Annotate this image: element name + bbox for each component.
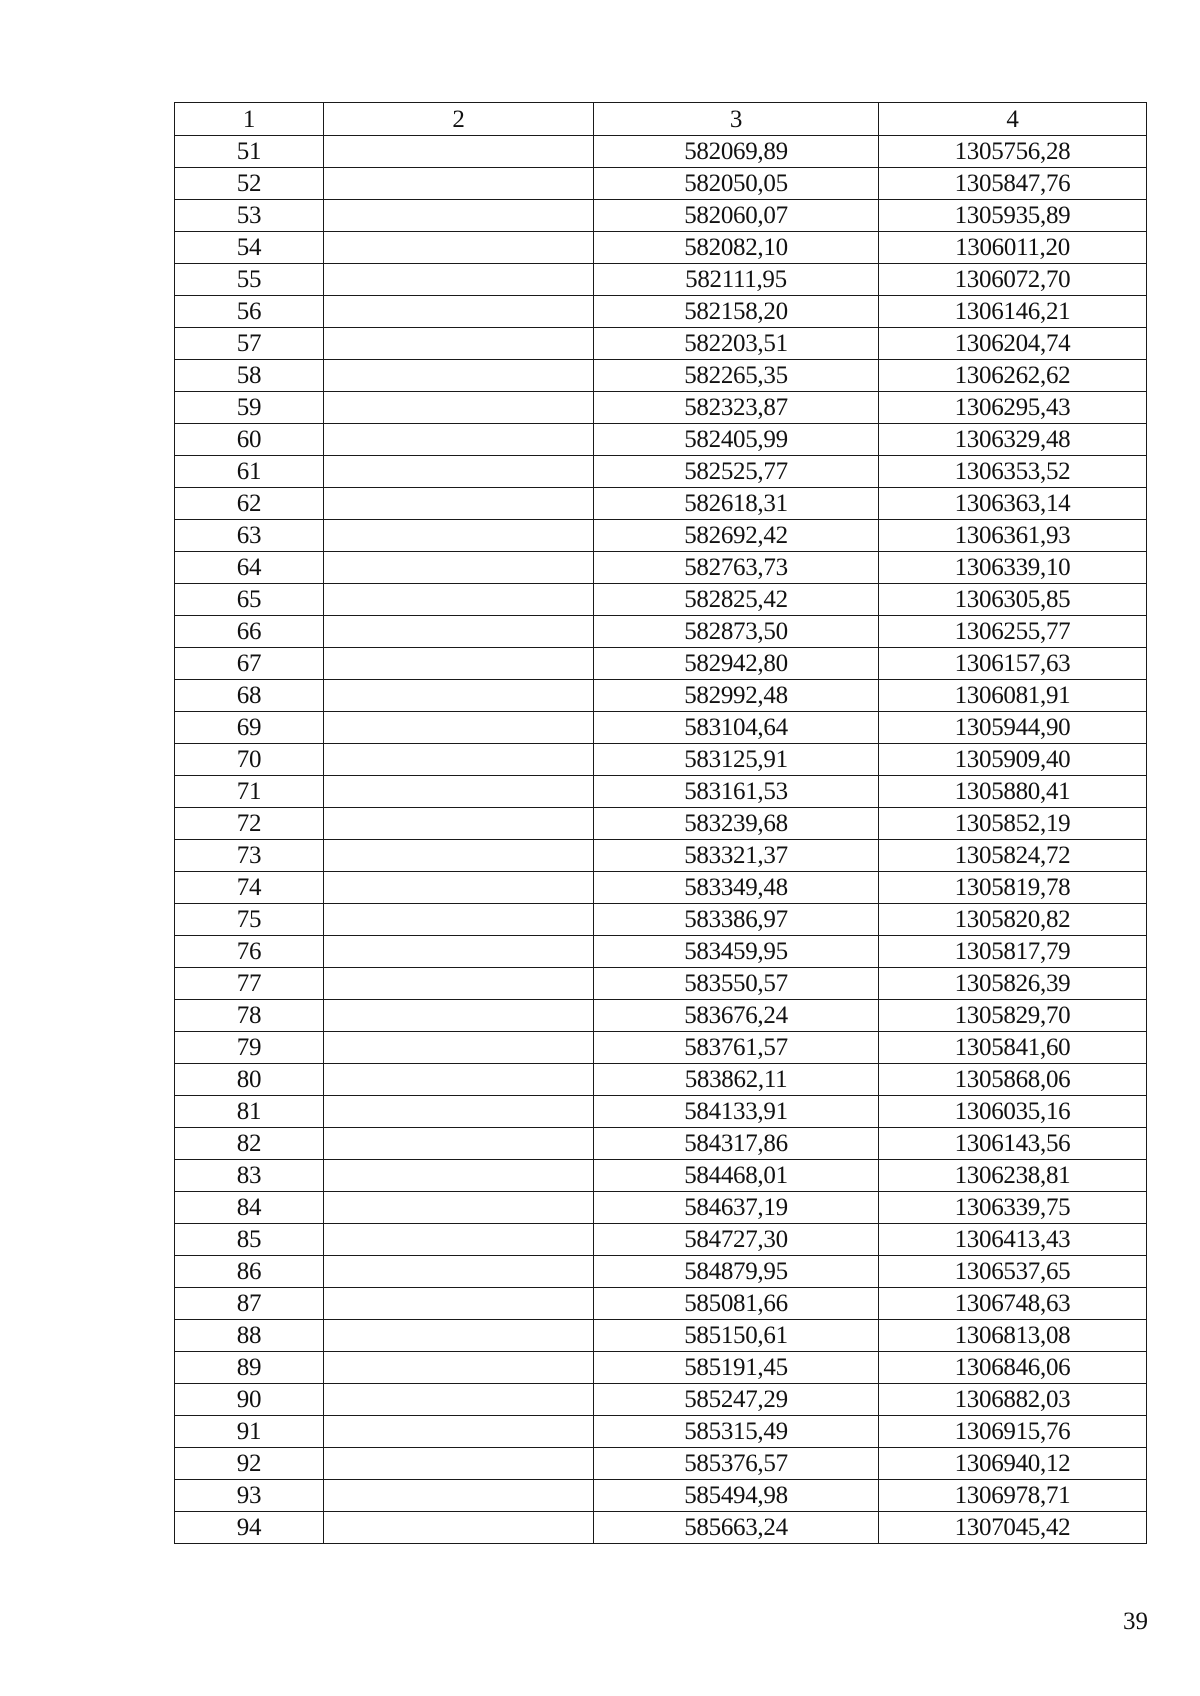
table-row (175, 1512, 1147, 1544)
table-cell-col-4: 1306915,76 (879, 1416, 1147, 1448)
table-cell-col-2 (324, 1352, 594, 1384)
table-cell-col-3: 585247,29 (594, 1384, 879, 1416)
table-cell-col-3: 583761,57 (594, 1032, 879, 1064)
table-cell-col-1: 84 (175, 1192, 324, 1224)
table-cell-col-2 (324, 488, 594, 520)
table-cell-col-2 (324, 1064, 594, 1096)
table-cell-col-2 (324, 520, 594, 552)
table-cell-col-1: 70 (175, 744, 324, 776)
table-cell-col-1: 62 (175, 488, 324, 520)
table-cell-col-1: 58 (175, 360, 324, 392)
table-row (175, 296, 1147, 328)
table-cell-col-4: 1306255,77 (879, 616, 1147, 648)
table-cell-col-2 (324, 872, 594, 904)
table-row (175, 360, 1147, 392)
table-cell-col-4: 1306204,74 (879, 328, 1147, 360)
table-row (175, 1352, 1147, 1384)
table-cell-col-3: 585315,49 (594, 1416, 879, 1448)
table-row (175, 1128, 1147, 1160)
table-row (175, 1192, 1147, 1224)
table-row (175, 616, 1147, 648)
table-row (175, 1480, 1147, 1512)
table-row (175, 1160, 1147, 1192)
table-cell-col-1: 69 (175, 712, 324, 744)
table-row (175, 872, 1147, 904)
table-cell-col-4: 1306081,91 (879, 680, 1147, 712)
page-number: 39 (1123, 1608, 1148, 1635)
table-cell-col-2 (324, 1480, 594, 1512)
table-cell-col-1: 85 (175, 1224, 324, 1256)
table-cell-col-1: 90 (175, 1384, 324, 1416)
table-cell-col-2 (324, 1320, 594, 1352)
table-row (175, 552, 1147, 584)
table-cell-col-3: 584317,86 (594, 1128, 879, 1160)
table-cell-col-3: 583459,95 (594, 936, 879, 968)
table-row (175, 968, 1147, 1000)
table-cell-col-4: 1306146,21 (879, 296, 1147, 328)
table-cell-col-1: 61 (175, 456, 324, 488)
table-row (175, 392, 1147, 424)
table-cell-col-3: 583104,64 (594, 712, 879, 744)
table-cell-col-1: 59 (175, 392, 324, 424)
table-cell-col-2 (324, 776, 594, 808)
table-cell-col-4: 1305841,60 (879, 1032, 1147, 1064)
table-cell-col-2 (324, 1288, 594, 1320)
table-cell-col-2 (324, 1032, 594, 1064)
table-row (175, 712, 1147, 744)
table-cell-col-1: 80 (175, 1064, 324, 1096)
table-cell-col-2 (324, 1000, 594, 1032)
table-row (175, 1224, 1147, 1256)
table-cell-col-2 (324, 392, 594, 424)
table-row (175, 1064, 1147, 1096)
table-cell-col-4: 1306846,06 (879, 1352, 1147, 1384)
table-cell-col-3: 583321,37 (594, 840, 879, 872)
table-cell-col-4: 1306035,16 (879, 1096, 1147, 1128)
table-cell-col-4: 1306143,56 (879, 1128, 1147, 1160)
table-body (175, 136, 1147, 1544)
table-row (175, 136, 1147, 168)
table-cell-col-3: 583239,68 (594, 808, 879, 840)
table-cell-col-1: 83 (175, 1160, 324, 1192)
table-cell-col-4: 1305847,76 (879, 168, 1147, 200)
table-cell-col-1: 53 (175, 200, 324, 232)
table-row (175, 776, 1147, 808)
table-cell-col-3: 583349,48 (594, 872, 879, 904)
table-cell-col-4: 1305909,40 (879, 744, 1147, 776)
table-cell-col-3: 585494,98 (594, 1480, 879, 1512)
header-row (175, 103, 1147, 136)
table-cell-col-4: 1306305,85 (879, 584, 1147, 616)
table-cell-col-1: 92 (175, 1448, 324, 1480)
table-row (175, 488, 1147, 520)
table-cell-col-4: 1306339,10 (879, 552, 1147, 584)
table-cell-col-2 (324, 584, 594, 616)
table-cell-col-3: 583862,11 (594, 1064, 879, 1096)
table-cell-col-2 (324, 648, 594, 680)
table-row (175, 328, 1147, 360)
table-cell-col-2 (324, 264, 594, 296)
table-cell-col-2 (324, 136, 594, 168)
table-row (175, 904, 1147, 936)
table-cell-col-2 (324, 168, 594, 200)
table-cell-col-2 (324, 968, 594, 1000)
table-row (175, 840, 1147, 872)
table-cell-col-3: 585663,24 (594, 1512, 879, 1544)
table-cell-col-3: 582265,35 (594, 360, 879, 392)
table-cell-col-3: 583676,24 (594, 1000, 879, 1032)
table-cell-col-4: 1306329,48 (879, 424, 1147, 456)
table-cell-col-4: 1305824,72 (879, 840, 1147, 872)
table-cell-col-4: 1305880,41 (879, 776, 1147, 808)
table-cell-col-2 (324, 296, 594, 328)
table-row (175, 1256, 1147, 1288)
table-cell-col-1: 56 (175, 296, 324, 328)
header-col-3: 3 (594, 103, 879, 136)
table-cell-col-3: 582060,07 (594, 200, 879, 232)
table-cell-col-2 (324, 680, 594, 712)
table-cell-col-1: 91 (175, 1416, 324, 1448)
table-cell-col-3: 584637,19 (594, 1192, 879, 1224)
table-cell-col-1: 51 (175, 136, 324, 168)
coordinates-table (174, 102, 1147, 1544)
table-cell-col-4: 1306363,14 (879, 488, 1147, 520)
table-cell-col-1: 76 (175, 936, 324, 968)
table-cell-col-1: 81 (175, 1096, 324, 1128)
table-cell-col-4: 1306361,93 (879, 520, 1147, 552)
table-cell-col-3: 582992,48 (594, 680, 879, 712)
table-cell-col-3: 582323,87 (594, 392, 879, 424)
table-cell-col-3: 582111,95 (594, 264, 879, 296)
table-row (175, 456, 1147, 488)
table-cell-col-1: 54 (175, 232, 324, 264)
table-cell-col-2 (324, 1448, 594, 1480)
header-col-4: 4 (879, 103, 1147, 136)
table-cell-col-4: 1306537,65 (879, 1256, 1147, 1288)
table-cell-col-3: 582203,51 (594, 328, 879, 360)
table-cell-col-4: 1306262,62 (879, 360, 1147, 392)
table-cell-col-1: 73 (175, 840, 324, 872)
table-cell-col-2 (324, 840, 594, 872)
table-cell-col-1: 94 (175, 1512, 324, 1544)
table-cell-col-2 (324, 712, 594, 744)
table-cell-col-4: 1306978,71 (879, 1480, 1147, 1512)
table-cell-col-2 (324, 1384, 594, 1416)
table-cell-col-2 (324, 1128, 594, 1160)
table-cell-col-2 (324, 1224, 594, 1256)
header-col-1: 1 (175, 103, 324, 136)
table-cell-col-4: 1305944,90 (879, 712, 1147, 744)
table-row (175, 424, 1147, 456)
table-row (175, 264, 1147, 296)
table-cell-col-1: 65 (175, 584, 324, 616)
table-cell-col-2 (324, 456, 594, 488)
table-cell-col-1: 60 (175, 424, 324, 456)
table-cell-col-1: 71 (175, 776, 324, 808)
table-cell-col-4: 1305820,82 (879, 904, 1147, 936)
table-cell-col-2 (324, 1416, 594, 1448)
table-cell-col-4: 1305868,06 (879, 1064, 1147, 1096)
table-cell-col-3: 585150,61 (594, 1320, 879, 1352)
table-cell-col-1: 86 (175, 1256, 324, 1288)
table-cell-col-4: 1306413,43 (879, 1224, 1147, 1256)
table-row (175, 808, 1147, 840)
table-cell-col-1: 82 (175, 1128, 324, 1160)
table-cell-col-3: 584133,91 (594, 1096, 879, 1128)
table-cell-col-4: 1306072,70 (879, 264, 1147, 296)
table-row (175, 520, 1147, 552)
table-cell-col-2 (324, 744, 594, 776)
table-cell-col-1: 78 (175, 1000, 324, 1032)
table-cell-col-2 (324, 360, 594, 392)
table-cell-col-3: 582825,42 (594, 584, 879, 616)
table-row (175, 1448, 1147, 1480)
table-cell-col-1: 66 (175, 616, 324, 648)
table-cell-col-2 (324, 936, 594, 968)
table-cell-col-2 (324, 424, 594, 456)
table-cell-col-1: 72 (175, 808, 324, 840)
table-row (175, 1384, 1147, 1416)
table-row (175, 1000, 1147, 1032)
table-cell-col-3: 583161,53 (594, 776, 879, 808)
table-row (175, 1096, 1147, 1128)
table-row (175, 232, 1147, 264)
table-cell-col-1: 87 (175, 1288, 324, 1320)
table-cell-col-2 (324, 1512, 594, 1544)
table-cell-col-2 (324, 552, 594, 584)
table-cell-col-2 (324, 1160, 594, 1192)
table-cell-col-4: 1307045,42 (879, 1512, 1147, 1544)
table-cell-col-1: 79 (175, 1032, 324, 1064)
table-cell-col-3: 582692,42 (594, 520, 879, 552)
table-cell-col-3: 584468,01 (594, 1160, 879, 1192)
table-header (175, 103, 1147, 136)
table-cell-col-1: 55 (175, 264, 324, 296)
table-cell-col-1: 89 (175, 1352, 324, 1384)
table-cell-col-4: 1306339,75 (879, 1192, 1147, 1224)
table-cell-col-2 (324, 200, 594, 232)
table-cell-col-1: 57 (175, 328, 324, 360)
table-cell-col-1: 67 (175, 648, 324, 680)
table-cell-col-2 (324, 904, 594, 936)
table-row (175, 680, 1147, 712)
table-cell-col-3: 584879,95 (594, 1256, 879, 1288)
table-cell-col-3: 582158,20 (594, 296, 879, 328)
table-row (175, 200, 1147, 232)
table-cell-col-4: 1306011,20 (879, 232, 1147, 264)
table-cell-col-2 (324, 616, 594, 648)
header-col-2: 2 (324, 103, 594, 136)
table-cell-col-2 (324, 1096, 594, 1128)
table-cell-col-1: 52 (175, 168, 324, 200)
table-cell-col-2 (324, 328, 594, 360)
table-cell-col-4: 1306940,12 (879, 1448, 1147, 1480)
table-cell-col-1: 75 (175, 904, 324, 936)
table-row (175, 648, 1147, 680)
table-cell-col-4: 1306353,52 (879, 456, 1147, 488)
table-cell-col-4: 1306157,63 (879, 648, 1147, 680)
table-cell-col-3: 582069,89 (594, 136, 879, 168)
table-cell-col-2 (324, 232, 594, 264)
table-cell-col-3: 582763,73 (594, 552, 879, 584)
table-row (175, 744, 1147, 776)
table-cell-col-3: 582942,80 (594, 648, 879, 680)
table-row (175, 1416, 1147, 1448)
table-cell-col-1: 63 (175, 520, 324, 552)
table-cell-col-4: 1306238,81 (879, 1160, 1147, 1192)
table-cell-col-4: 1305756,28 (879, 136, 1147, 168)
table-cell-col-1: 68 (175, 680, 324, 712)
table-cell-col-3: 583550,57 (594, 968, 879, 1000)
table-cell-col-3: 585081,66 (594, 1288, 879, 1320)
table-cell-col-2 (324, 1192, 594, 1224)
table-cell-col-3: 582050,05 (594, 168, 879, 200)
table-cell-col-1: 88 (175, 1320, 324, 1352)
table-cell-col-4: 1306295,43 (879, 392, 1147, 424)
table-cell-col-4: 1305829,70 (879, 1000, 1147, 1032)
table-row (175, 936, 1147, 968)
table-cell-col-3: 582082,10 (594, 232, 879, 264)
table-row (175, 1288, 1147, 1320)
table-cell-col-1: 77 (175, 968, 324, 1000)
table-cell-col-4: 1305819,78 (879, 872, 1147, 904)
table-row (175, 584, 1147, 616)
table-cell-col-4: 1305826,39 (879, 968, 1147, 1000)
table-cell-col-3: 584727,30 (594, 1224, 879, 1256)
table-cell-col-3: 582405,99 (594, 424, 879, 456)
table-cell-col-3: 582525,77 (594, 456, 879, 488)
table-cell-col-3: 583125,91 (594, 744, 879, 776)
table-cell-col-1: 74 (175, 872, 324, 904)
table-cell-col-3: 583386,97 (594, 904, 879, 936)
table-cell-col-1: 93 (175, 1480, 324, 1512)
table-cell-col-4: 1305935,89 (879, 200, 1147, 232)
table-cell-col-3: 585376,57 (594, 1448, 879, 1480)
table-row (175, 1320, 1147, 1352)
table-cell-col-2 (324, 1256, 594, 1288)
table-cell-col-3: 582873,50 (594, 616, 879, 648)
table-row (175, 1032, 1147, 1064)
table-cell-col-4: 1306813,08 (879, 1320, 1147, 1352)
table-cell-col-1: 64 (175, 552, 324, 584)
table-cell-col-3: 585191,45 (594, 1352, 879, 1384)
table-cell-col-3: 582618,31 (594, 488, 879, 520)
table-row (175, 168, 1147, 200)
table-cell-col-2 (324, 808, 594, 840)
table-cell-col-4: 1305817,79 (879, 936, 1147, 968)
table-cell-col-4: 1305852,19 (879, 808, 1147, 840)
table-cell-col-4: 1306748,63 (879, 1288, 1147, 1320)
table-cell-col-4: 1306882,03 (879, 1384, 1147, 1416)
